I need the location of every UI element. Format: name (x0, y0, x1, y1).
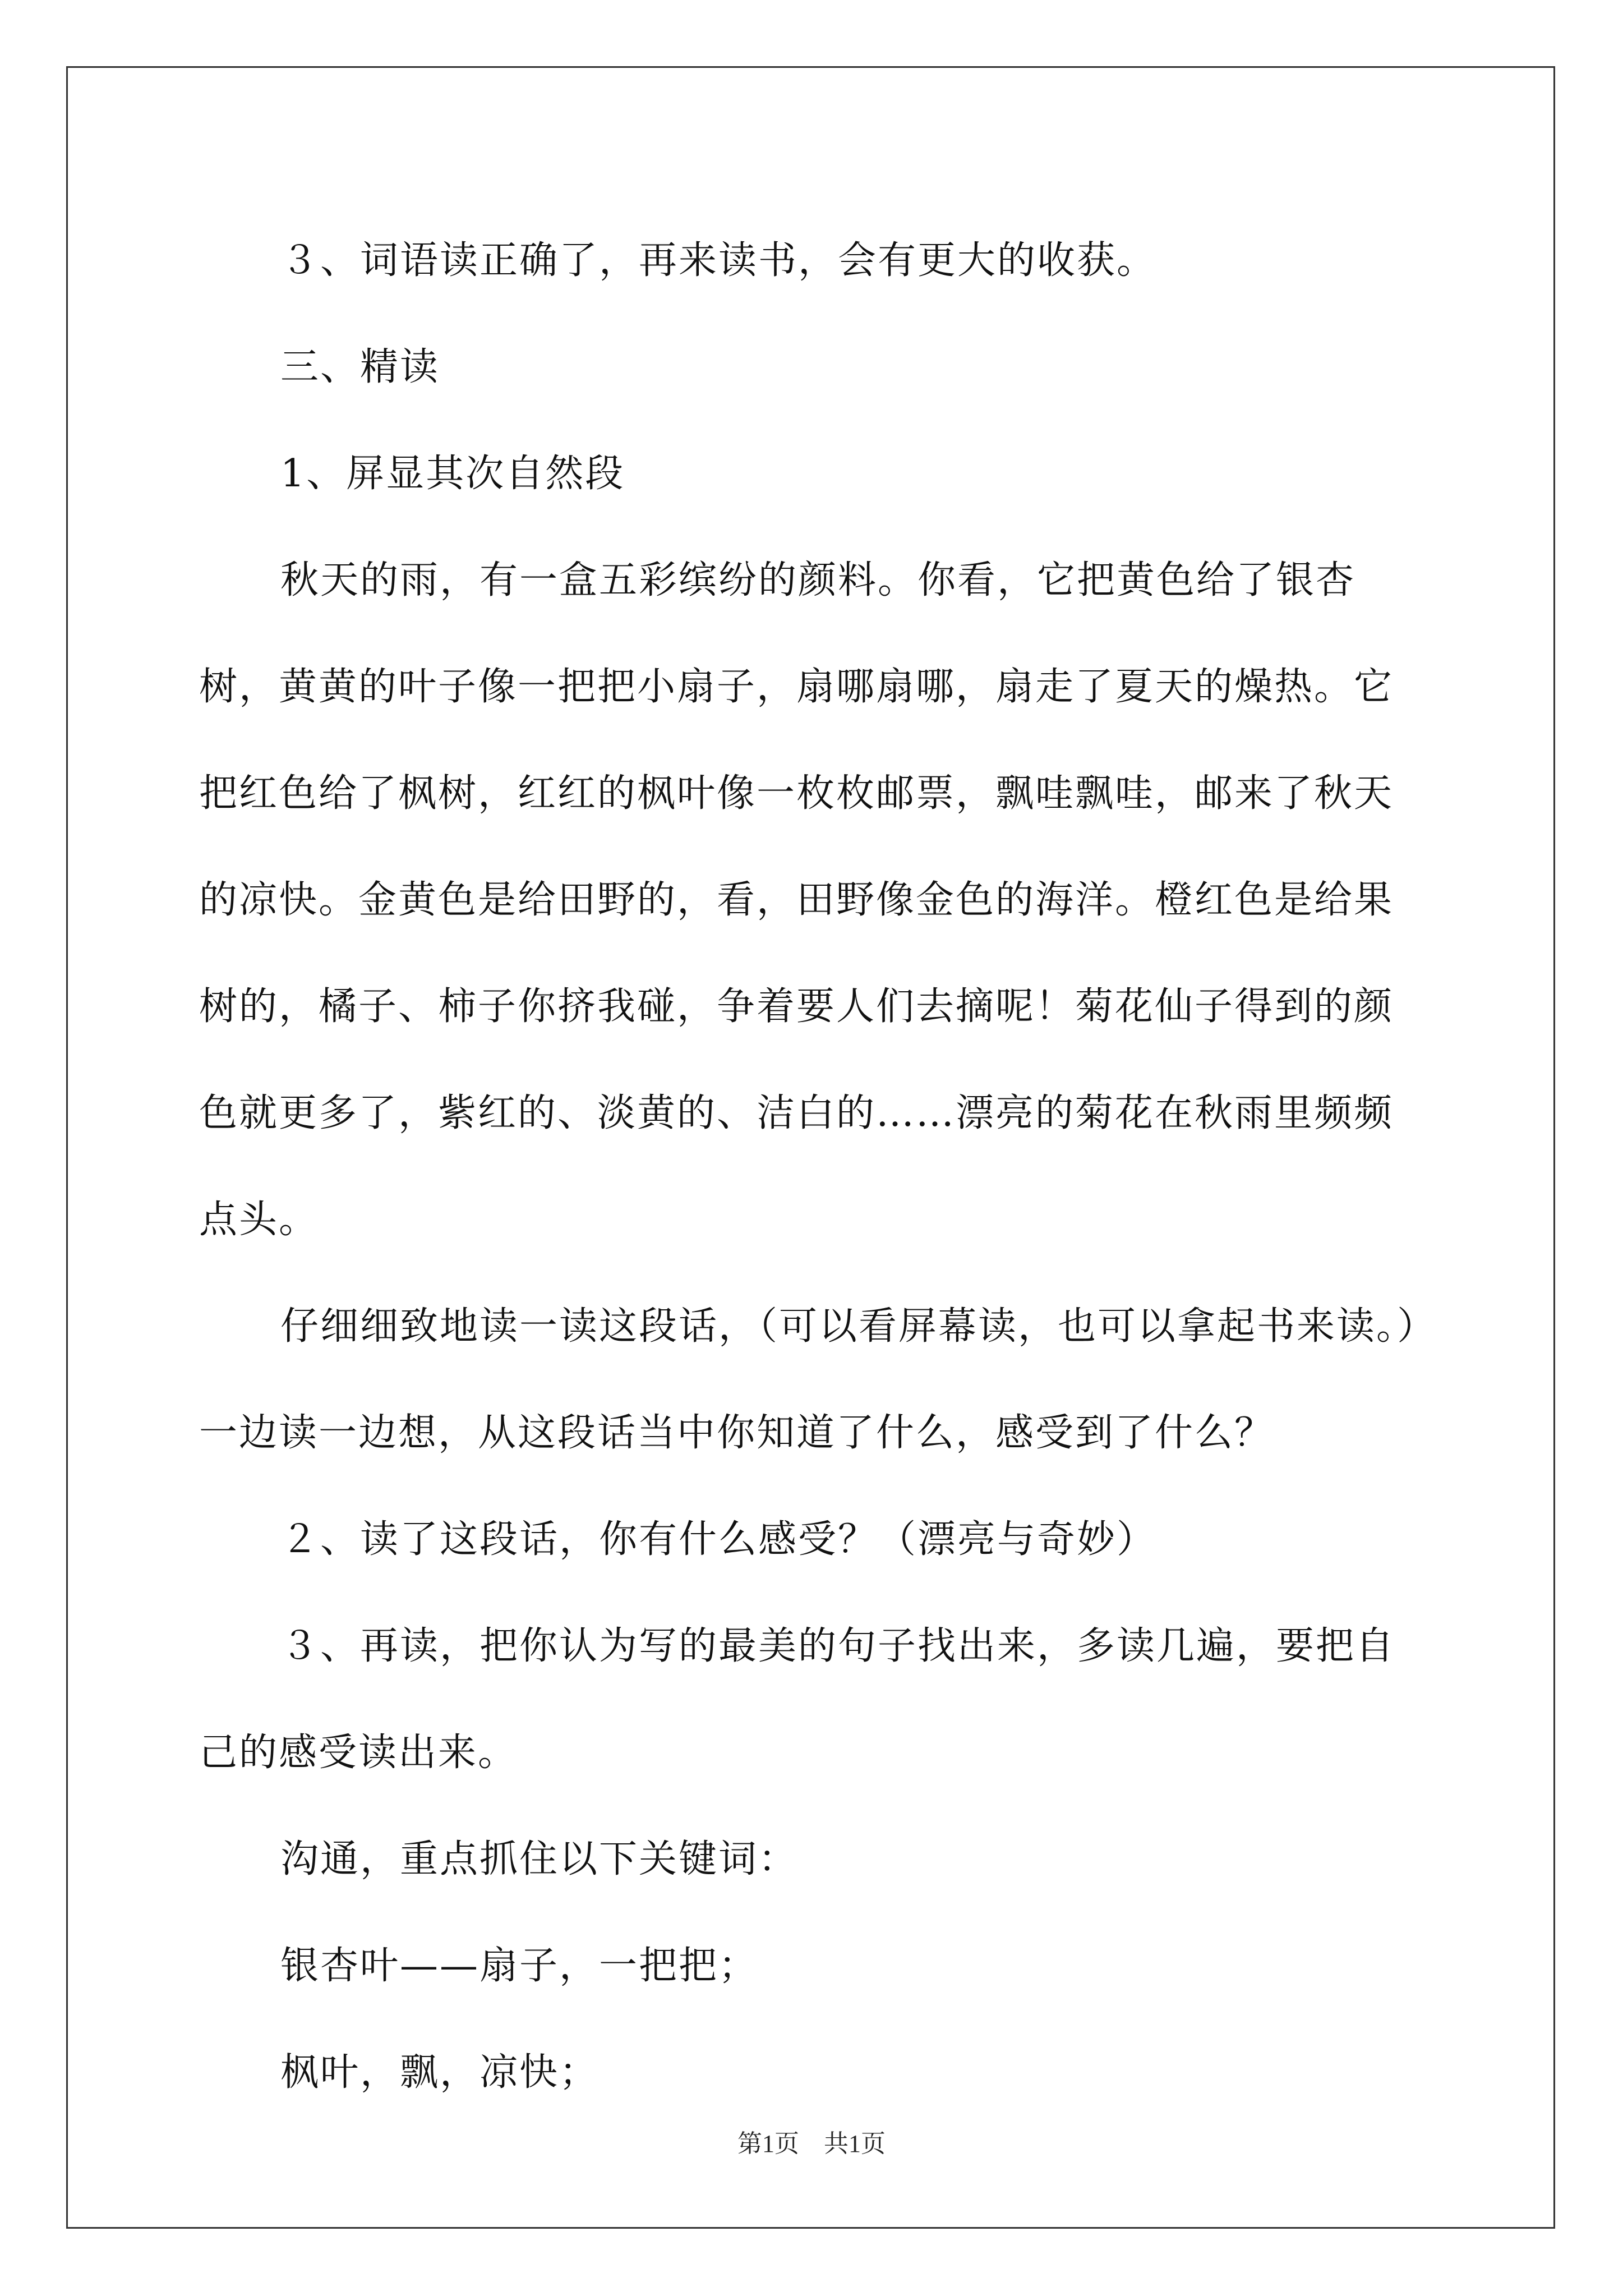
paragraph: 1、屏显其次自然段 (280, 452, 625, 496)
paragraph: ３、词语读正确了，再来读书，会有更大的收获。 (280, 238, 1157, 283)
keyword-item: 银杏叶——扇子，一把把； (280, 1944, 759, 1988)
paragraph: 沟通，重点抓住以下关键词： (280, 1837, 799, 1881)
document-body (199, 208, 1430, 2126)
paragraph: ２、读了这段话，你有什么感受？（漂亮与奇妙） (280, 1517, 1157, 1562)
paragraph: ３、再读，把你认为写的最美的句子找出来，多读几遍，要把自己的感受读出来。 (199, 1624, 1396, 1775)
section-heading: 三、精读 (280, 345, 440, 389)
keyword-item: 枫叶，飘，凉快； (280, 2050, 600, 2095)
quoted-passage: 秋天的雨，有一盒五彩缤纷的颜料。你看，它把黄色给了银杏树，黄黄的叶子像一把把小扇子，扇哪扇哪，扇走了夏天的燥热。它把红色给了枫树，红红的枫叶像一枚枚邮票，飘哇飘哇，邮来了秋天的凉快。金黄色是给田野的，看，田野像金色的海洋。橙红色是给果树的，橘子、柿子你挤我碰，争着要人们去摘呢！菊花仙子得到的颜色就更多了，紫红的、淡黄的、洁白的……漂亮的菊花在秋雨里频频点头。 (199, 558, 1394, 1242)
page-footer: 第1页 共1页 (737, 2130, 886, 2157)
paragraph: 仔细细致地读一读这段话，（可以看屏幕读，也可以拿起书来读。）一边读一边想，从这段话当中你知道了什么，感受到了什么？ (199, 1304, 1418, 1455)
